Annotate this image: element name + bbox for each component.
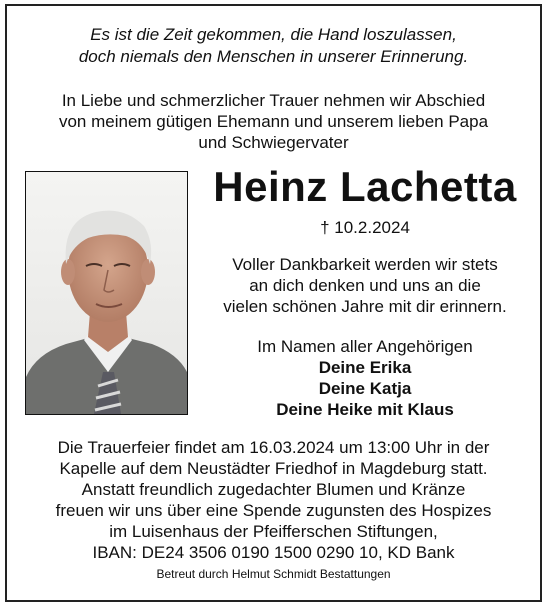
intro-line: von meinem gütigen Ehemann und unserem lieben Papa (58, 112, 489, 131)
deceased-name: Heinz Lachetta (213, 163, 517, 210)
ceremony-line: Die Trauerfeier findet am 16.03.2024 um 13:00 Uhr in der (57, 438, 490, 457)
ceremony-info (7, 437, 540, 563)
family-member: Deine Heike mit Klaus (276, 400, 454, 419)
funeral-home-credit: Betreut durch Helmut Schmidt Bestattungen (156, 567, 391, 581)
ceremony-line: freuen wir uns über eine Spende zugunsten des Hospizes (55, 501, 492, 520)
portrait-image (26, 172, 187, 414)
family-intro: Im Namen aller Angehörigen (257, 337, 473, 356)
intro-text (7, 90, 540, 153)
opening-quote (7, 24, 540, 68)
obituary-notice (5, 4, 542, 602)
ceremony-line: Kapelle auf dem Neustädter Friedhof in Magdeburg statt. (59, 459, 488, 478)
family-member: Deine Erika (318, 358, 412, 377)
quote-line: doch niemals den Menschen in unserer Erinnerung. (78, 47, 469, 66)
thanks-line: Voller Dankbarkeit werden wir stets (232, 255, 498, 274)
ceremony-line: Anstatt freundlich zugedachter Blumen und Kränze (81, 480, 466, 499)
quote-line: Es ist die Zeit gekommen, die Hand loszulassen, (90, 25, 457, 44)
family-member: Deine Katja (318, 379, 412, 398)
intro-line: In Liebe und schmerzlicher Trauer nehmen wir Abschied (61, 91, 486, 110)
thanks-line: vielen schönen Jahre mit dir erinnern. (223, 297, 507, 316)
intro-line: und Schwiegervater (198, 133, 349, 152)
death-date: † 10.2.2024 (320, 218, 410, 237)
family-signature (200, 336, 530, 420)
ceremony-line: im Luisenhaus der Pfeifferschen Stiftungen, (109, 522, 438, 541)
portrait-photo (25, 171, 188, 415)
ceremony-line: IBAN: DE24 3506 0190 1500 0290 10, KD Bank (92, 543, 455, 562)
thanks-line: an dich denken und uns an die (249, 276, 481, 295)
thanks-text (200, 254, 530, 317)
